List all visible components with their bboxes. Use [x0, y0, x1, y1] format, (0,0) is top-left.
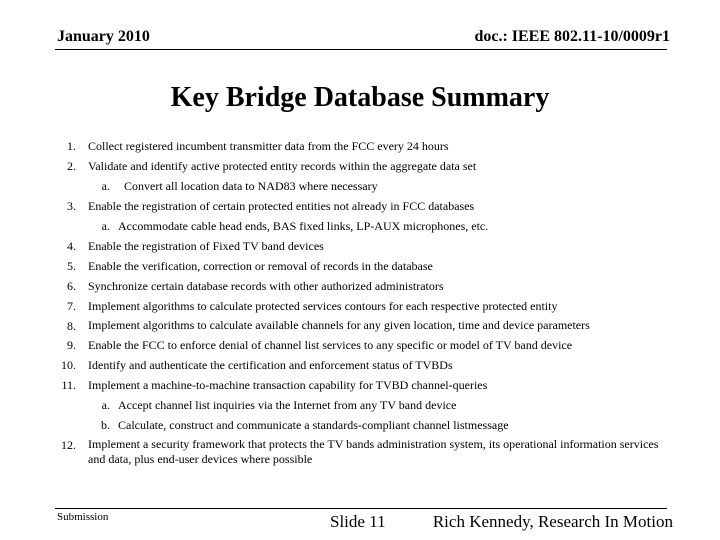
- list-item-number: 9.: [67, 337, 76, 352]
- list-item: [54, 375, 674, 395]
- footer-submission: Submission: [57, 511, 109, 523]
- list-item: [54, 156, 674, 176]
- list-item-text: Validate and identify active protected entity records within the aggregate data set: [88, 159, 477, 173]
- list-item-number: 2.: [67, 159, 76, 173]
- list-subitem-letter: a.: [101, 179, 110, 193]
- list-item-text: Enable the verification, correction or removal of records in the database: [88, 259, 433, 273]
- list-item: [54, 276, 674, 296]
- list-item-number: 7.: [67, 299, 76, 313]
- list-item-number: 4.: [67, 239, 76, 253]
- list-subitem-letter: a.: [101, 219, 110, 233]
- list-item-number: 5.: [67, 259, 76, 273]
- list-item-number: 6.: [67, 279, 76, 293]
- footer-author: Rich Kennedy, Research In Motion: [432, 512, 673, 531]
- list-item-text: Collect registered incumbent transmitter data from the FCC every 24 hours: [88, 139, 449, 153]
- list-item-text: Identify and authenticate the certification and enforcement status of TVBDs: [88, 357, 453, 372]
- list-item: [54, 256, 674, 276]
- list-subitem: [54, 395, 674, 415]
- header-divider: [55, 49, 667, 50]
- list-item-number: 8.: [67, 319, 76, 333]
- list-item-text: Implement algorithms to calculate protected services contours for each respective protected entity: [88, 299, 558, 313]
- list-item: [54, 335, 674, 355]
- list-subitem: [54, 216, 674, 236]
- list-item-number: 12.: [61, 437, 76, 452]
- list-item-number: 3.: [67, 199, 76, 213]
- list-item: [54, 435, 674, 469]
- list-item-text: Implement algorithms to calculate available channels for any given location, time and device parameters: [88, 318, 590, 332]
- list-subitem-text: Calculate, construct and communicate a standards-compliant channel listmessage: [118, 417, 509, 432]
- header-doc-id: doc.: IEEE 802.11-10/0009r1: [474, 28, 670, 45]
- list-item-text: Implement a machine-to-machine transaction capability for TVBD channel-queries: [88, 377, 488, 392]
- list-subitem: [54, 415, 674, 435]
- summary-list: [54, 136, 674, 469]
- list-subitem-text: Convert all location data to NAD83 where necessary: [124, 179, 378, 193]
- list-item: [54, 355, 674, 375]
- list-item-number: 1.: [67, 139, 76, 153]
- list-subitem-text: Accommodate cable head ends, BAS fixed links, LP-AUX microphones, etc.: [118, 219, 489, 233]
- header-date: January 2010: [57, 28, 150, 45]
- list-item-number: 10.: [61, 357, 76, 372]
- list-item-text: Synchronize certain database records with other authorized administrators: [88, 279, 444, 293]
- list-item: [54, 236, 674, 256]
- list-subitem-letter: a.: [101, 397, 110, 412]
- list-item-text: Enable the registration of Fixed TV band devices: [88, 239, 324, 253]
- list-subitem-letter: b.: [101, 417, 110, 432]
- list-subitem-text: Accept channel list inquiries via the Internet from any TV band device: [118, 397, 457, 412]
- list-item: [54, 296, 674, 316]
- slide-title: Key Bridge Database Summary: [170, 82, 550, 113]
- footer-slide-number: Slide 11: [330, 512, 386, 531]
- list-item: [54, 196, 674, 216]
- list-item: [54, 136, 674, 156]
- list-item-text: Enable the registration of certain protected entities not already in FCC databases: [88, 199, 475, 213]
- list-item-text: Enable the FCC to enforce denial of channel list services to any specific or model of TV band device: [88, 337, 573, 352]
- list-subitem: [54, 176, 674, 196]
- list-item: [54, 316, 674, 335]
- list-item-number: 11.: [61, 377, 76, 392]
- footer-divider: [55, 508, 667, 509]
- list-item-text: Implement a security framework that protects the TV bands administration system, its operational information services and data, plus end-user devices where possible: [88, 436, 659, 466]
